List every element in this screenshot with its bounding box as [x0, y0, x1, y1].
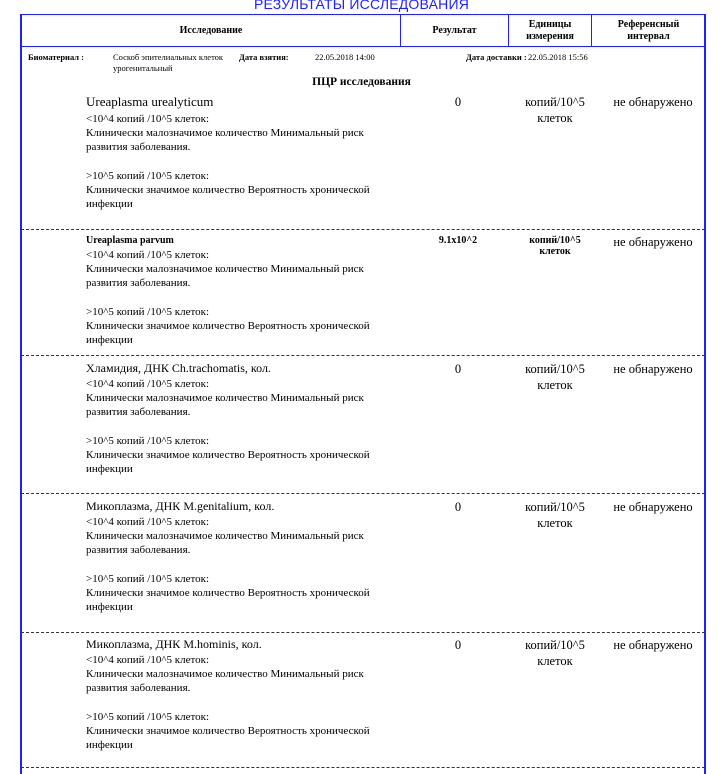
- test-name: Хламидия, ДНК Ch.trachomatis, кол.: [86, 361, 271, 375]
- test-name: Ureaplasma parvum: [86, 235, 174, 246]
- test-description: <10^4 копий /10^5 клеток: Клинически малозначимое количество Минимальный риск развития заболевания. >10^5 копий /10^5 клеток: Клинически значимое количество Вероятность хронической инфекции: [86, 378, 370, 476]
- header-units-label-2: измерения: [526, 30, 574, 42]
- header-test-label: Исследование: [179, 24, 243, 36]
- row-separator: [21, 767, 705, 768]
- biomaterial-label: Биоматериал :: [28, 52, 84, 62]
- test-description: <10^4 копий /10^5 клеток: Клинически малозначимое количество Минимальный риск развития заболевания. >10^5 копий /10^5 клеток: Клинически значимое количество Вероятность хронической инфекции: [86, 654, 370, 752]
- test-name: Ureaplasma urealyticum: [86, 94, 214, 109]
- test-units: копий/10^5 клеток: [525, 362, 585, 392]
- date-taken-value: 22.05.2018 14:00: [315, 52, 375, 62]
- section-title: ПЦР исследования: [312, 76, 411, 88]
- test-units: копий/10^5 клеток: [525, 95, 585, 125]
- date-taken-label: Дата взятия:: [239, 52, 289, 62]
- biomaterial-value: Соскоб эпителиальных клеток урогенитальный: [113, 52, 224, 73]
- test-description: <10^4 копий /10^5 клеток: Клинически малозначимое количество Минимальный риск развития заболевания. >10^5 копий /10^5 клеток: Клинически значимое количество Вероятность хронической инфекции: [86, 249, 370, 347]
- test-reference: не обнаружено: [613, 95, 693, 109]
- test-result: 0: [454, 362, 462, 376]
- test-reference: не обнаружено: [613, 500, 693, 514]
- header-reference-column: [591, 14, 706, 47]
- test-result: 9.1x10^2: [438, 235, 478, 246]
- test-reference: не обнаружено: [613, 235, 693, 249]
- header-test-column: [21, 14, 401, 47]
- test-description: <10^4 копий /10^5 клеток: Клинически малозначимое количество Минимальный риск развития заболевания. >10^5 копий /10^5 клеток: Клинически значимое количество Вероятность хронической инфекции: [86, 113, 370, 211]
- test-result: 0: [454, 638, 462, 652]
- header-reference-label-1: Референсный: [617, 18, 680, 30]
- test-result: 0: [454, 500, 462, 514]
- date-delivery-label: Дата доставки :: [466, 52, 527, 62]
- test-units: копий/10^5 клеток: [529, 235, 581, 257]
- header-reference-label-2: интервал: [627, 30, 670, 42]
- test-reference: не обнаружено: [613, 638, 693, 652]
- header-result-label: Результат: [432, 24, 477, 36]
- header-units-label-1: Единицы: [528, 18, 572, 30]
- row-separator: [21, 493, 705, 494]
- test-units: копий/10^5 клеток: [525, 638, 585, 668]
- row-separator: [21, 229, 705, 230]
- row-separator: [21, 632, 705, 633]
- test-result: 0: [454, 95, 462, 109]
- page-title: РЕЗУЛЬТАТЫ ИССЛЕДОВАНИЯ: [253, 0, 470, 12]
- header-result-column: [400, 14, 509, 47]
- test-description: <10^4 копий /10^5 клеток: Клинически малозначимое количество Минимальный риск развития заболевания. >10^5 копий /10^5 клеток: Клинически значимое количество Вероятность хронической инфекции: [86, 516, 370, 614]
- test-reference: не обнаружено: [613, 362, 693, 376]
- row-separator: [21, 355, 705, 356]
- test-name: Микоплазма, ДНК M.genitalium, кол.: [86, 499, 275, 513]
- test-name: Микоплазма, ДНК M.hominis, кол.: [86, 637, 262, 651]
- header-units-column: [508, 14, 592, 47]
- test-units: копий/10^5 клеток: [525, 500, 585, 530]
- date-delivery-value: 22.05.2018 15:56: [528, 52, 588, 62]
